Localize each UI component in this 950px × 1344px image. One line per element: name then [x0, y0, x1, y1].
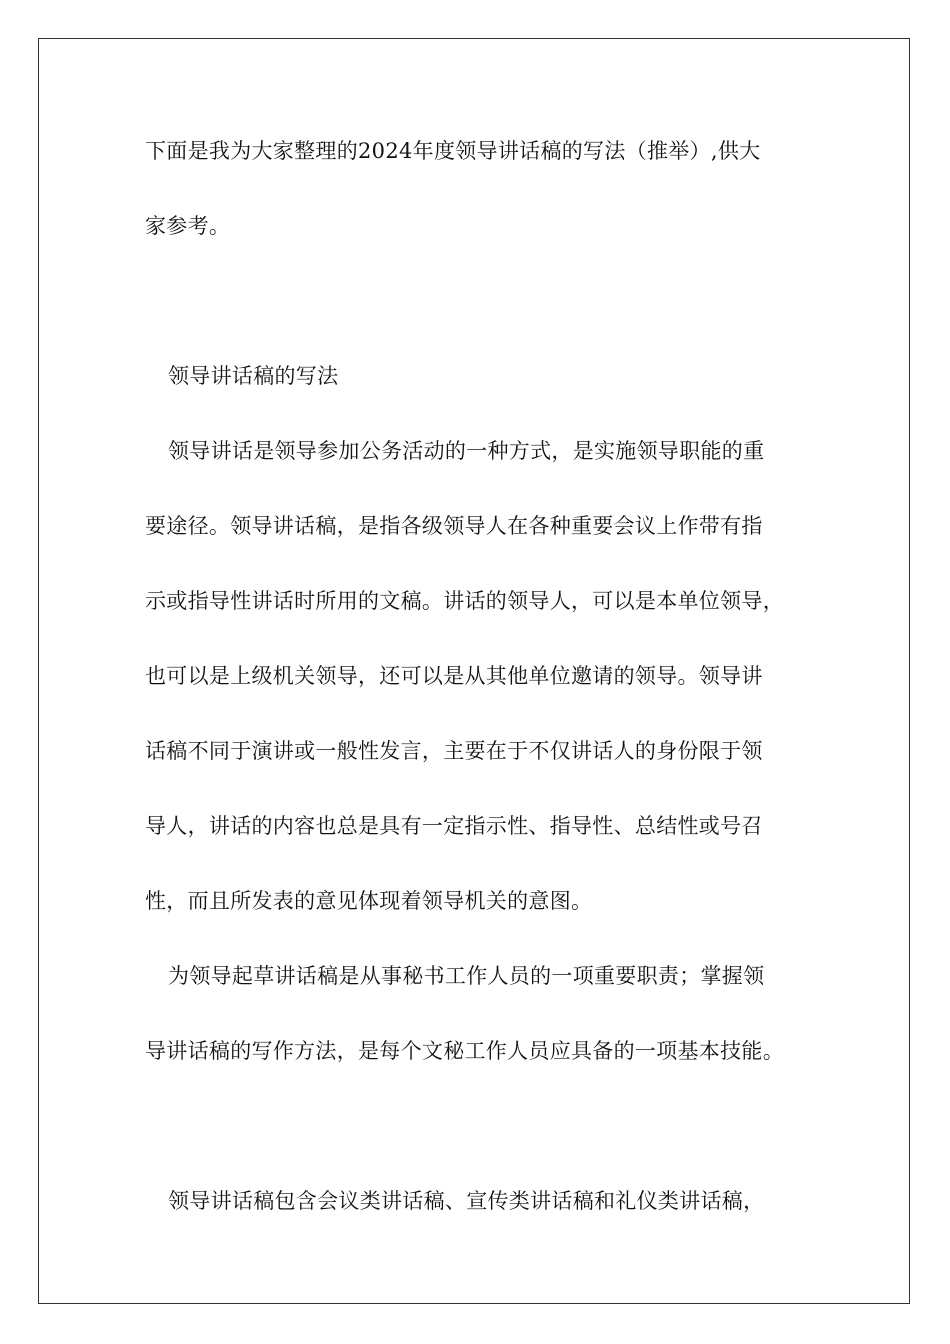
paragraph-1-line-7: 性，而且所发表的意见体现着领导机关的意图。 [145, 889, 593, 913]
paragraph-1-line-6: 导人，讲话的内容也总是具有一定指示性、指导性、总结性或号召 [145, 814, 763, 838]
paragraph-1-line-3: 示或指导性讲话时所用的文稿。讲话的领导人，可以是本单位领导， [145, 589, 784, 613]
paragraph-1-line-4: 也可以是上级机关领导，还可以是从其他单位邀请的领导。领导讲 [145, 664, 763, 688]
paragraph-3-line-1: 领导讲话稿包含会议类讲话稿、宣传类讲话稿和礼仪类讲话稿， [168, 1189, 765, 1213]
paragraph-1-line-1: 领导讲话是领导参加公务活动的一种方式，是实施领导职能的重 [168, 439, 765, 463]
section-heading: 领导讲话稿的写法 [168, 364, 339, 388]
paragraph-2-line-1: 为领导起草讲话稿是从事秘书工作人员的一项重要职责；掌握领 [168, 964, 765, 988]
intro-line-1: 下面是我为大家整理的2024年度领导讲话稿的写法（推举）,供大 [145, 139, 761, 163]
paragraph-1-line-5: 话稿不同于演讲或一般性发言，主要在于不仅讲话人的身份限于领 [145, 739, 763, 763]
paragraph-1-line-2: 要途径。领导讲话稿，是指各级领导人在各种重要会议上作带有指 [145, 514, 763, 538]
intro-line-2: 家参考。 [145, 214, 231, 238]
paragraph-2-line-2: 导讲话稿的写作方法，是每个文秘工作人员应具备的一项基本技能。 [145, 1039, 784, 1063]
